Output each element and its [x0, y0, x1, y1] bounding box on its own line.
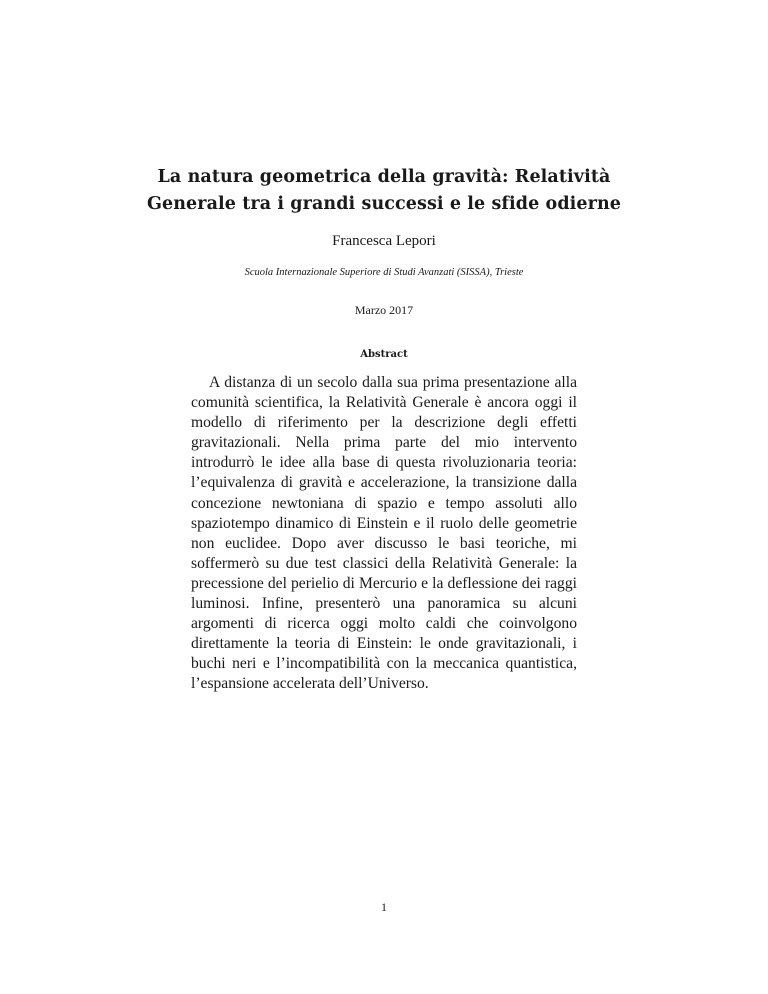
paper-title: [0, 164, 768, 218]
author-affiliation: Scuola Internazionale Superiore di Studi Avanzati (SISSA), Trieste: [244, 267, 524, 278]
page-number: 1: [381, 900, 387, 914]
publication-date: Marzo 2017: [354, 303, 414, 317]
abstract-heading: Abstract: [360, 349, 408, 360]
paper-title-line-2: Generale tra i grandi successi e le sfide odierne: [146, 194, 622, 214]
abstract-text: A distanza di un secolo dalla sua prima presentazione alla comunità scientifica, la Relatività Generale è ancora oggi il modello di riferimento per la descrizione degli effetti gravitazionali. Nella prima parte del mio intervento introdurrò le idee alla base di questa rivoluzionaria teoria: l’equivalenza di gravità e accelerazione, la transizione dalla concezione newtoniana di spazio e tempo assoluti allo spaziotempo dinamico di Einstein e il ruolo delle geometrie non euclidee. Dopo aver discusso le basi teoriche, mi soffermerò su due test classici della Relatività Generale: la precessione del perielio di Mercurio e la deflessione dei raggi luminosi. Infine, presenterò una panoramica su alcuni argomenti di ricerca oggi molto caldi che coinvolgono direttamente la teoria di Einstein: le onde gravitazionali, i buchi neri e l’incompatibilità con la meccanica quantistica, l’espansione accelerata dell’Universo.: [191, 374, 577, 693]
paper-title-line-1: La natura geometrica della gravità: Relatività: [157, 167, 611, 187]
author-name: Francesca Lepori: [332, 233, 436, 249]
